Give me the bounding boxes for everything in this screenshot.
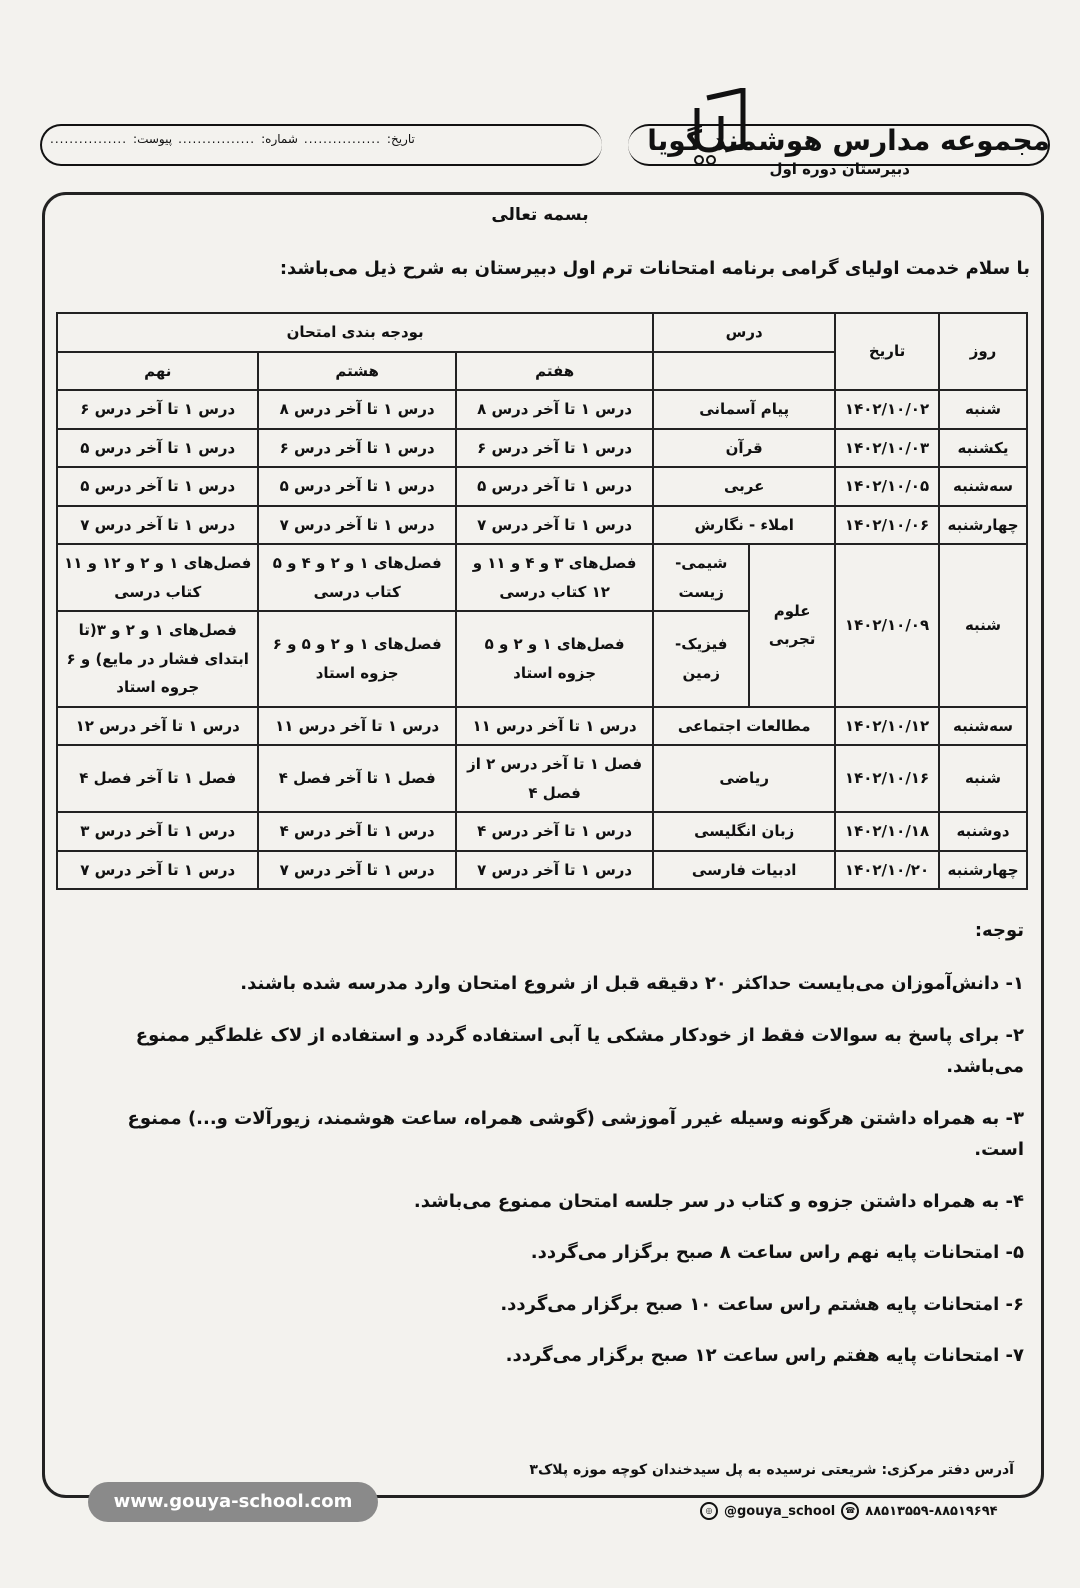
- row-grade9: درس ۱ تا آخر درس ۱۲: [57, 707, 258, 746]
- row-grade8: درس ۱ تا آخر درس ۷: [258, 506, 455, 545]
- number-label: شماره:: [261, 132, 298, 146]
- row-date: ۱۴۰۲/۱۰/۱۲: [835, 707, 939, 746]
- row-grade9: فصل ۱ تا آخر فصل ۴: [57, 745, 258, 812]
- row-subject: املاء - نگارش: [653, 506, 835, 545]
- instagram-icon: ◎: [700, 1502, 718, 1520]
- header-subject: درس: [653, 313, 835, 352]
- row-grade7: درس ۱ تا آخر درس ۴: [456, 812, 653, 851]
- row-grade7: درس ۱ تا آخر درس ۱۱: [456, 707, 653, 746]
- row-date: ۱۴۰۲/۱۰/۰۲: [835, 390, 939, 429]
- bismillah-heading: بسمه تعالی: [491, 205, 589, 225]
- office-address: آدرس دفتر مرکزی: شریعتی نرسیده به پل سیدخندان کوچه موزه پلاک۳: [529, 1462, 1014, 1478]
- school-name: مجموعه مدارس هوشمند گویا: [647, 124, 1050, 157]
- science-sub1-grade7: فصل‌های ۳ و ۴ و ۱۱ و ۱۲ کتاب درسی: [456, 544, 653, 611]
- row-grade8: درس ۱ تا آخر درس ۱۱: [258, 707, 455, 746]
- row-day: دوشنبه: [939, 812, 1027, 851]
- row-grade9: درس ۱ تا آخر درس ۳: [57, 812, 258, 851]
- intro-text: با سلام خدمت اولیای گرامی برنامه امتحانات ترم اول دبیرستان به شرح ذیل می‌باشد:: [279, 258, 1030, 279]
- science-sub2: فیزیک- زمین: [653, 611, 749, 707]
- row-day: چهارشنبه: [939, 851, 1027, 890]
- letter-meta: [50, 132, 415, 146]
- instagram-handle: @gouya_school: [724, 1503, 836, 1519]
- notes-list: [74, 968, 1024, 1392]
- science-date: ۱۴۰۲/۱۰/۰۹: [835, 544, 939, 707]
- science-sub2-grade8: فصل‌های ۱ و ۲ و ۵ و ۶ جزوه استاد: [258, 611, 455, 707]
- table-row: [57, 467, 1027, 506]
- row-grade7: درس ۱ تا آخر درس ۸: [456, 390, 653, 429]
- science-sub1: شیمی- زیست: [653, 544, 749, 611]
- header-grade7: هفتم: [456, 352, 653, 391]
- science-sub2-grade9: فصل‌های ۱ و ۲ و ۳(تا ابتدای فشار در مایع) و ۶ جروه استاد: [57, 611, 258, 707]
- contact-info: [700, 1502, 998, 1520]
- science-sub1-grade8: فصل‌های ۱ و ۲ و ۴ و ۵ کتاب درسی: [258, 544, 455, 611]
- row-date: ۱۴۰۲/۱۰/۲۰: [835, 851, 939, 890]
- phone-icon: ☎: [841, 1502, 859, 1520]
- row-day: شنبه: [939, 390, 1027, 429]
- science-sub1-grade9: فصل‌های ۱ و ۲ و ۱۲ و ۱۱ کتاب درسی: [57, 544, 258, 611]
- notes-title: توجه:: [974, 920, 1024, 941]
- row-subject: پیام آسمانی: [653, 390, 835, 429]
- science-subject: علوم تجربی: [749, 544, 835, 707]
- row-grade7: درس ۱ تا آخر درس ۷: [456, 506, 653, 545]
- table-row: [57, 745, 1027, 812]
- row-day: شنبه: [939, 745, 1027, 812]
- row-date: ۱۴۰۲/۱۰/۱۸: [835, 812, 939, 851]
- row-grade8: درس ۱ تا آخر درس ۵: [258, 467, 455, 506]
- note-item: ۱- دانش‌آموزان می‌بایست حداکثر ۲۰ دقیقه قبل از شروع امتحان وارد مدرسه شده باشند.: [240, 973, 1024, 994]
- note-item: ۲- برای پاسخ به سوالات فقط از خودکار مشکی یا آبی استفاده گردد و استفاده از لاک غلط‌گیر ممنوع می‌باشد.: [135, 1024, 1024, 1077]
- row-day: یکشنبه: [939, 429, 1027, 468]
- attachment-label: پیوست:: [133, 132, 173, 146]
- date-label: تاریخ:: [386, 132, 415, 146]
- header-date: تاریخ: [835, 313, 939, 390]
- row-grade7: درس ۱ تا آخر درس ۷: [456, 851, 653, 890]
- header-day: روز: [939, 313, 1027, 390]
- row-grade7: درس ۱ تا آخر درس ۵: [456, 467, 653, 506]
- table-row: [57, 390, 1027, 429]
- row-grade7: فصل ۱ تا آخر درس ۲ از فصل ۴: [456, 745, 653, 812]
- table-row: [57, 506, 1027, 545]
- exam-schedule-table: [56, 312, 1028, 890]
- row-date: ۱۴۰۲/۱۰/۰۶: [835, 506, 939, 545]
- note-item: ۴- به همراه داشتن جزوه و کتاب در سر جلسه امتحان ممنوع می‌باشد.: [413, 1190, 1024, 1212]
- header-budget: بودجه بندی امتحان: [57, 313, 653, 352]
- row-grade9: درس ۱ تا آخر درس ۵: [57, 429, 258, 468]
- row-subject: مطالعات اجتماعی: [653, 707, 835, 746]
- row-subject: ریاضی: [653, 745, 835, 812]
- row-day: سه‌شنبه: [939, 467, 1027, 506]
- row-grade8: درس ۱ تا آخر درس ۸: [258, 390, 455, 429]
- row-grade8: فصل ۱ تا آخر فصل ۴: [258, 745, 455, 812]
- table-row: [57, 707, 1027, 746]
- row-day: چهارشنبه: [939, 506, 1027, 545]
- school-subtitle: دبیرستان دوره اول: [769, 160, 910, 178]
- row-date: ۱۴۰۲/۱۰/۰۳: [835, 429, 939, 468]
- header-subject-empty: [653, 352, 835, 391]
- row-grade8: درس ۱ تا آخر درس ۶: [258, 429, 455, 468]
- row-subject: زبان انگلیسی: [653, 812, 835, 851]
- row-grade9: درس ۱ تا آخر درس ۵: [57, 467, 258, 506]
- row-grade9: درس ۱ تا آخر درس ۷: [57, 506, 258, 545]
- row-grade8: درس ۱ تا آخر درس ۷: [258, 851, 455, 890]
- row-subject: قرآن: [653, 429, 835, 468]
- row-date: ۱۴۰۲/۱۰/۱۶: [835, 745, 939, 812]
- header-grade9: نهم: [57, 352, 258, 391]
- row-subject: ادبیات فارسی: [653, 851, 835, 890]
- date-dots: ................: [303, 132, 381, 146]
- note-item: ۳- به همراه داشتن هرگونه وسیله غیرر آموزشی (گوشی همراه، ساعت هوشمند، زیورآلات و...) ممنوع است.: [127, 1107, 1024, 1160]
- row-subject: عربی: [653, 467, 835, 506]
- attachment-dots: ................: [50, 132, 128, 146]
- table-row: [57, 429, 1027, 468]
- row-date: ۱۴۰۲/۱۰/۰۵: [835, 467, 939, 506]
- table-header-row: [57, 313, 1027, 352]
- row-grade7: درس ۱ تا آخر درس ۶: [456, 429, 653, 468]
- row-grade8: درس ۱ تا آخر درس ۴: [258, 812, 455, 851]
- row-day: سه‌شنبه: [939, 707, 1027, 746]
- science-day: شنبه: [939, 544, 1027, 707]
- letterhead: [40, 80, 1050, 190]
- table-row: [57, 851, 1027, 890]
- phone-numbers: ۸۸۵۱۳۵۵۹-۸۸۵۱۹۶۹۴: [865, 1503, 998, 1519]
- note-item: ۵- امتحانات پایه نهم راس ساعت ۸ صبح برگزار می‌گردد.: [530, 1242, 1024, 1263]
- number-dots: ................: [178, 132, 256, 146]
- row-grade9: درس ۱ تا آخر درس ۶: [57, 390, 258, 429]
- website-badge: www.gouya-school.com: [88, 1482, 378, 1522]
- science-sub2-grade7: فصل‌های ۱ و ۲ و ۵ جزوه استاد: [456, 611, 653, 707]
- header-grade8: هشتم: [258, 352, 455, 391]
- science-row-1: [57, 544, 1027, 611]
- note-item: ۶- امتحانات پایه هشتم راس ساعت ۱۰ صبح برگزار می‌گردد.: [500, 1293, 1024, 1315]
- row-grade9: درس ۱ تا آخر درس ۷: [57, 851, 258, 890]
- table-row: [57, 812, 1027, 851]
- note-item: ۷- امتحانات پایه هفتم راس ساعت ۱۲ صبح برگزار می‌گردد.: [505, 1345, 1024, 1366]
